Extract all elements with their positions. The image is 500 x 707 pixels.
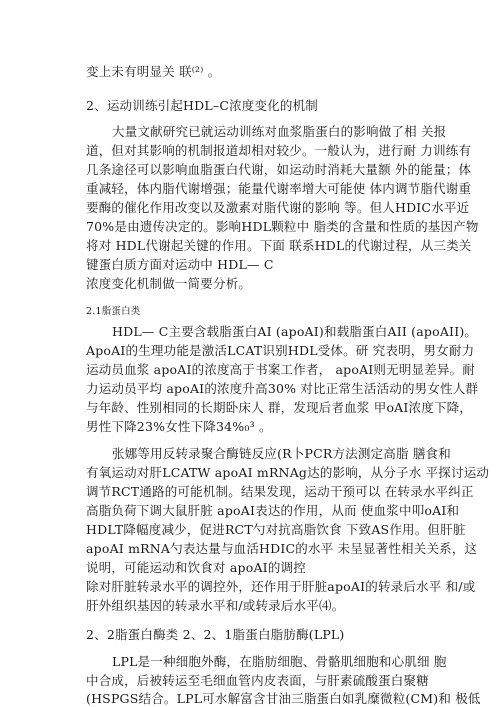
text-line: 除对肝脏转录水平的调控外，还作用于肝脏apoAI的转录后水平 和/或 xyxy=(86,579,476,594)
text-line: LPL是一种细胞外酶，在脂肪细胞、骨骼肌细胞和心肌细 胞 xyxy=(112,654,447,669)
text-line: 力运动员平均 apoAI的浓度升高30% 对比正常生活活动的男女性人群 xyxy=(86,381,479,396)
text-line: 运动员血浆 apoAI的浓度高于书案工作者， apoAI则无明显差异。耐 xyxy=(86,362,476,377)
text-line: HDLT降幅度减少，促进RCT勺对抗高脂饮食 下致AS作用。但肝脏 xyxy=(86,522,466,537)
text-line: 调节RCT通路的可能机制。结果发现，运动干预可以 在转录水平纠正 xyxy=(86,484,474,499)
text-line: 中合成，后被转运至毛细血管内皮表面，与肝素硫酸蛋白聚糖 xyxy=(86,673,429,688)
text-line: 高脂负荷下调大鼠肝脏 apoAI表达的作用，从而 使血浆中叩oAI和 xyxy=(86,503,460,518)
text-line: 键蛋白质方面对运动中 HDL— C xyxy=(86,257,274,272)
text-line: 几条途径可以影响血脂蛋白代谢，如运动时消耗大量额 外的能量；体 xyxy=(86,162,472,177)
text-line: 说明，可能运动和饮食对 apoAI的调控 xyxy=(86,560,306,575)
text-line: 与年龄、性别相同的长期卧床人 群，发现后者血浆 甲oAI浓度下降， xyxy=(86,400,473,415)
text-line: 将对 HDL代谢起关键的作用。下面 联系HDL的代谢过程，从三类关 xyxy=(86,238,472,253)
text-line: 有氧运动对肝LCATW apoAI mRNAg达的影响，从分子水 平探讨运动 xyxy=(86,465,490,480)
subsection-heading: 2.1脂蛋白类 xyxy=(86,306,141,317)
text-line: 重减轻，体内脂代谢增强；能量代谢率增大可能使 体内调节脂代谢重 xyxy=(86,181,472,196)
section-heading: 2、运动训练引起HDL–C浓度变化的机制 xyxy=(86,98,318,113)
text-line: ApoAI的生理功能是激活LCAT识别HDL受体。研 究表明，男女耐力 xyxy=(86,343,475,358)
text-line: 肝外组织基因的转录水平和/或转录后水平⑷。 xyxy=(86,598,345,613)
text-line: HDL— C主要含载脂蛋白AI (apoAI)和载脂蛋白AII (apoAII)。 xyxy=(112,324,478,339)
text-line: 大量文献研究已就运动训练对血浆脂蛋白的影响做了相 关报 xyxy=(112,124,447,139)
text-line: apoAI mRNA勺表达量与血活HDIC的水平 未呈显著性相关关系，这 xyxy=(86,541,478,556)
text-line: 道，但对其影响的机制报道却相对较少。一般认为，进行耐 力训练有 xyxy=(86,143,472,158)
text-line: (HSPGS结合。LPL可水解富含甘油三脂蛋白如乳糜微粒(CM)和 极低 xyxy=(86,691,481,706)
text-line: 浓度变化机制做一简要分析。 xyxy=(86,276,252,291)
text-line: 变上未有明显关 联⁽²⁾ 。 xyxy=(86,64,221,79)
text-line: 70%是由遗传决定的。影响HDL颗粒中 脂类的含量和性质的基因产物 xyxy=(86,219,479,234)
text-line: 张娜等用反转录聚合酶链反应(R卜PCR方法测定高脂 膳食和 xyxy=(112,446,451,461)
text-line: 男性下降23%女性下降34%₀³ 。 xyxy=(86,419,272,434)
text-line: 要酶的催化作用改变以及激素对脂代谢的影响 等。但人HDIC水平近 xyxy=(86,200,470,215)
section-heading: 2、2脂蛋白酶类 2、2、1脂蛋白脂肪酶(LPL) xyxy=(86,627,345,642)
